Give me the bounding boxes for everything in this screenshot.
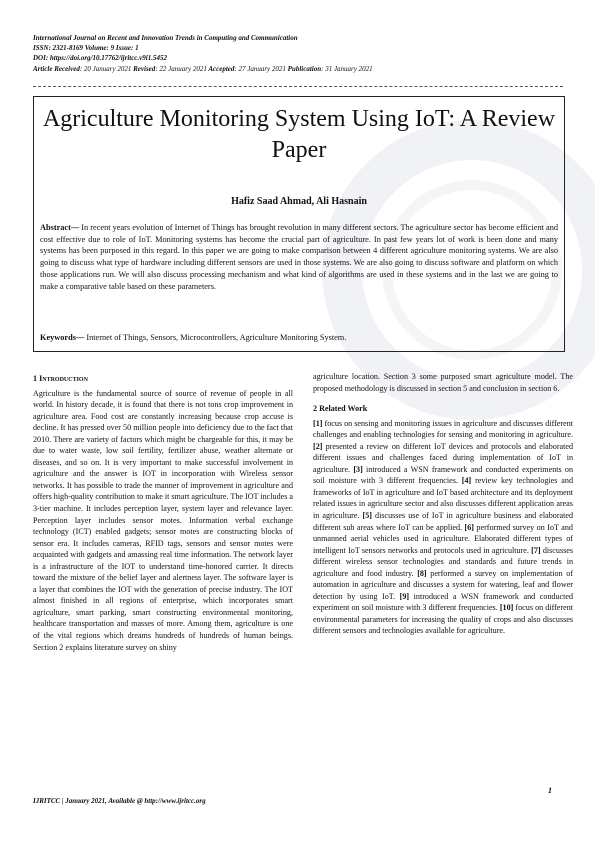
citation-text: performed a survey on implementation of automation in agriculture and discusses a system for watering, leaf and flower detection by using IoT.: [313, 568, 574, 601]
publication-date: : 31 January 2021: [321, 64, 373, 73]
header-divider: [33, 86, 563, 87]
introduction-title: ntroduction: [42, 374, 88, 383]
citation-text: performed survey on IoT and unmanned aerial vehicles used in agriculture. Elaborated different types of intelligent IoT sensors networks and protocols used in agriculture.: [313, 522, 573, 555]
left-column: [33, 373, 293, 653]
abstract-label: Abstract—: [40, 223, 80, 232]
journal-name: International Journal on Recent and Innovation Trends in Computing and Communication: [33, 34, 298, 42]
citation-ref: [4]: [461, 476, 472, 486]
accepted-label: Accepted: [208, 64, 235, 73]
received-date: : 20 January 2021: [79, 64, 132, 73]
citation-text: introduced a WSN framework and conducted experiments on soil moisture with 3 different frequencies.: [313, 464, 573, 486]
citation-ref: [2]: [313, 441, 323, 451]
citation-ref: [10]: [499, 603, 514, 613]
citation-ref: [7]: [531, 545, 541, 555]
citation-text: focus on sensing and monitoring issues in agriculture and discusses different challenges and enabling technologies for sensing and monitoring in agriculture.: [313, 418, 573, 440]
page-footer: IJRITCC | January 2021, Available @ http://www.ijritcc.org: [33, 797, 206, 805]
citation-text: introduced a WSN framework and conducted experiment on soil moisture with 3 different frequencies.: [313, 591, 573, 613]
related-work-heading: 2 Related Work: [313, 404, 368, 414]
introduction-text: Agriculture is the fundamental source of source of revenue of people in all world. In history decade, it is found that there is not tons crop improvement in agriculture area. Food cost are constantly increasing because crop accuse is decline. It has pressed over 50 million people into deficiency due to the fact that 2010. There are variety of factors which might be chargeable for this, it may be due to water waste, low soil fertility, fertilizer abuse, weather alternate or diseases, and so on. It is very important to make successful involvement in agriculture and the answer is IOT in incorporation with Wireless sensor networks. It has possible to trade the manner of improvement in agriculture and offers high-quality contribution to make it smart agriculture. The IOT includes a 3-tier machine. It includes perception layer, system layer and relevance layer. Perception layer includes sensor motes. Information verbal exchange technology (ICT) enabled gadgets; sensor motes are constructing blocks of sensor era. It includes cameras, RFID tags, sensors and sensor motes were acquainted with gadgets and amassing real time information. The network layer is a infrastructure of the IOT to understand time-honored carrier. It directs toward the mixture of the belief layer and alertness layer. The software layer is a layer that combines the IOT with the generation of precise industry. The IOT almost finished in all regions of enterprise, which incorporates smart agriculture, smart parking, smart constructing environmental monitoring, healthcare transportation and masses of more. Among them, agriculture is one of the vital regions which dreams hundreds of hundreds of human beings. Section 2 explains literature survey on shiny: [33, 388, 293, 652]
citation-ref: [3]: [353, 464, 363, 474]
citation-ref: [1]: [313, 418, 323, 428]
doi-line: DOI: https://doi.org/10.17762/ijritcc.v9i1.5452: [33, 54, 167, 63]
citation-text: focus on different environmental parameters for increasing the quality of crops and also discusses different sensors and technologies available for agriculture.: [313, 603, 573, 636]
issn-line: ISSN: 2321-8169 Volume: 9 Issue: 1: [33, 44, 139, 53]
article-dates: [33, 64, 563, 74]
abstract: [40, 222, 558, 292]
abstract-text: In recent years evolution of Internet of Things has brought revolution in many different sectors. The agriculture sector has become efficient and cost effective due to role of IoT. Monitoring systems has become the crucial part of agriculture. In past few years lot of work is been done and many systems has been purposed in this regard. In this paper we are going to make comparison between 4 different agriculture monitoring systems. We are also going to discuss what type of hardware including different sensors are used in those systems. We are also going to discuss software and platform on which those applications run. We will also discuss processing mechanism and what kind of algorithms are used in these systems and in the last we are going to make a comparative table based on these parameters.: [40, 223, 558, 291]
related-work-text: [313, 418, 573, 637]
accepted-date: : 27 January 2021: [234, 64, 286, 73]
introduction-continuation: agriculture location. Section 3 some purposed smart agriculture model. The proposed methodology is discussed in section 5 and conclusion in section 6.: [313, 372, 573, 393]
paper-authors: Hafiz Saad Ahmad, Ali Hasnain: [231, 196, 367, 207]
revised-label: Revised: [133, 64, 156, 73]
citation-text: discusses different wireless sensor technologies and standards and future trends in agriculture and food industry.: [313, 545, 573, 578]
keywords-text: Internet of Things, Sensors, Microcontrollers, Agriculture Monitoring System.: [84, 333, 347, 342]
received-label: Article Received: [33, 64, 80, 73]
introduction-heading: [33, 373, 293, 385]
keywords-label: Keywords—: [40, 333, 85, 342]
paper-title: Agriculture Monitoring System Using IoT: A Review Paper: [42, 106, 556, 163]
revised-date: : 22 January 2021: [155, 64, 207, 73]
right-column: [313, 371, 573, 637]
citation-ref: [8]: [417, 568, 427, 578]
citation-ref: [6]: [464, 522, 474, 532]
publication-label: Publication: [287, 64, 322, 73]
citation-text: discusses use of IoT in agriculture business and elaborated different sub areas where IoT can be applied.: [313, 511, 573, 532]
keywords: [40, 332, 558, 344]
citation-ref: [9]: [399, 591, 410, 601]
page-number: 1: [548, 786, 552, 795]
citation-text: presented a review on different IoT devices and protocols and elaborated different issues and challenges faced during implementation of IoT in agriculture.: [313, 441, 573, 474]
citation-text: review key technologies and frameworks of IoT in agriculture and IoT based architecture and its deployment related issues in agriculture sector and also discusses different application areas in agriculture.: [313, 476, 573, 521]
journal-header: [33, 33, 563, 74]
introduction-number: 1 I: [33, 374, 43, 383]
citation-ref: [5]: [362, 511, 372, 521]
